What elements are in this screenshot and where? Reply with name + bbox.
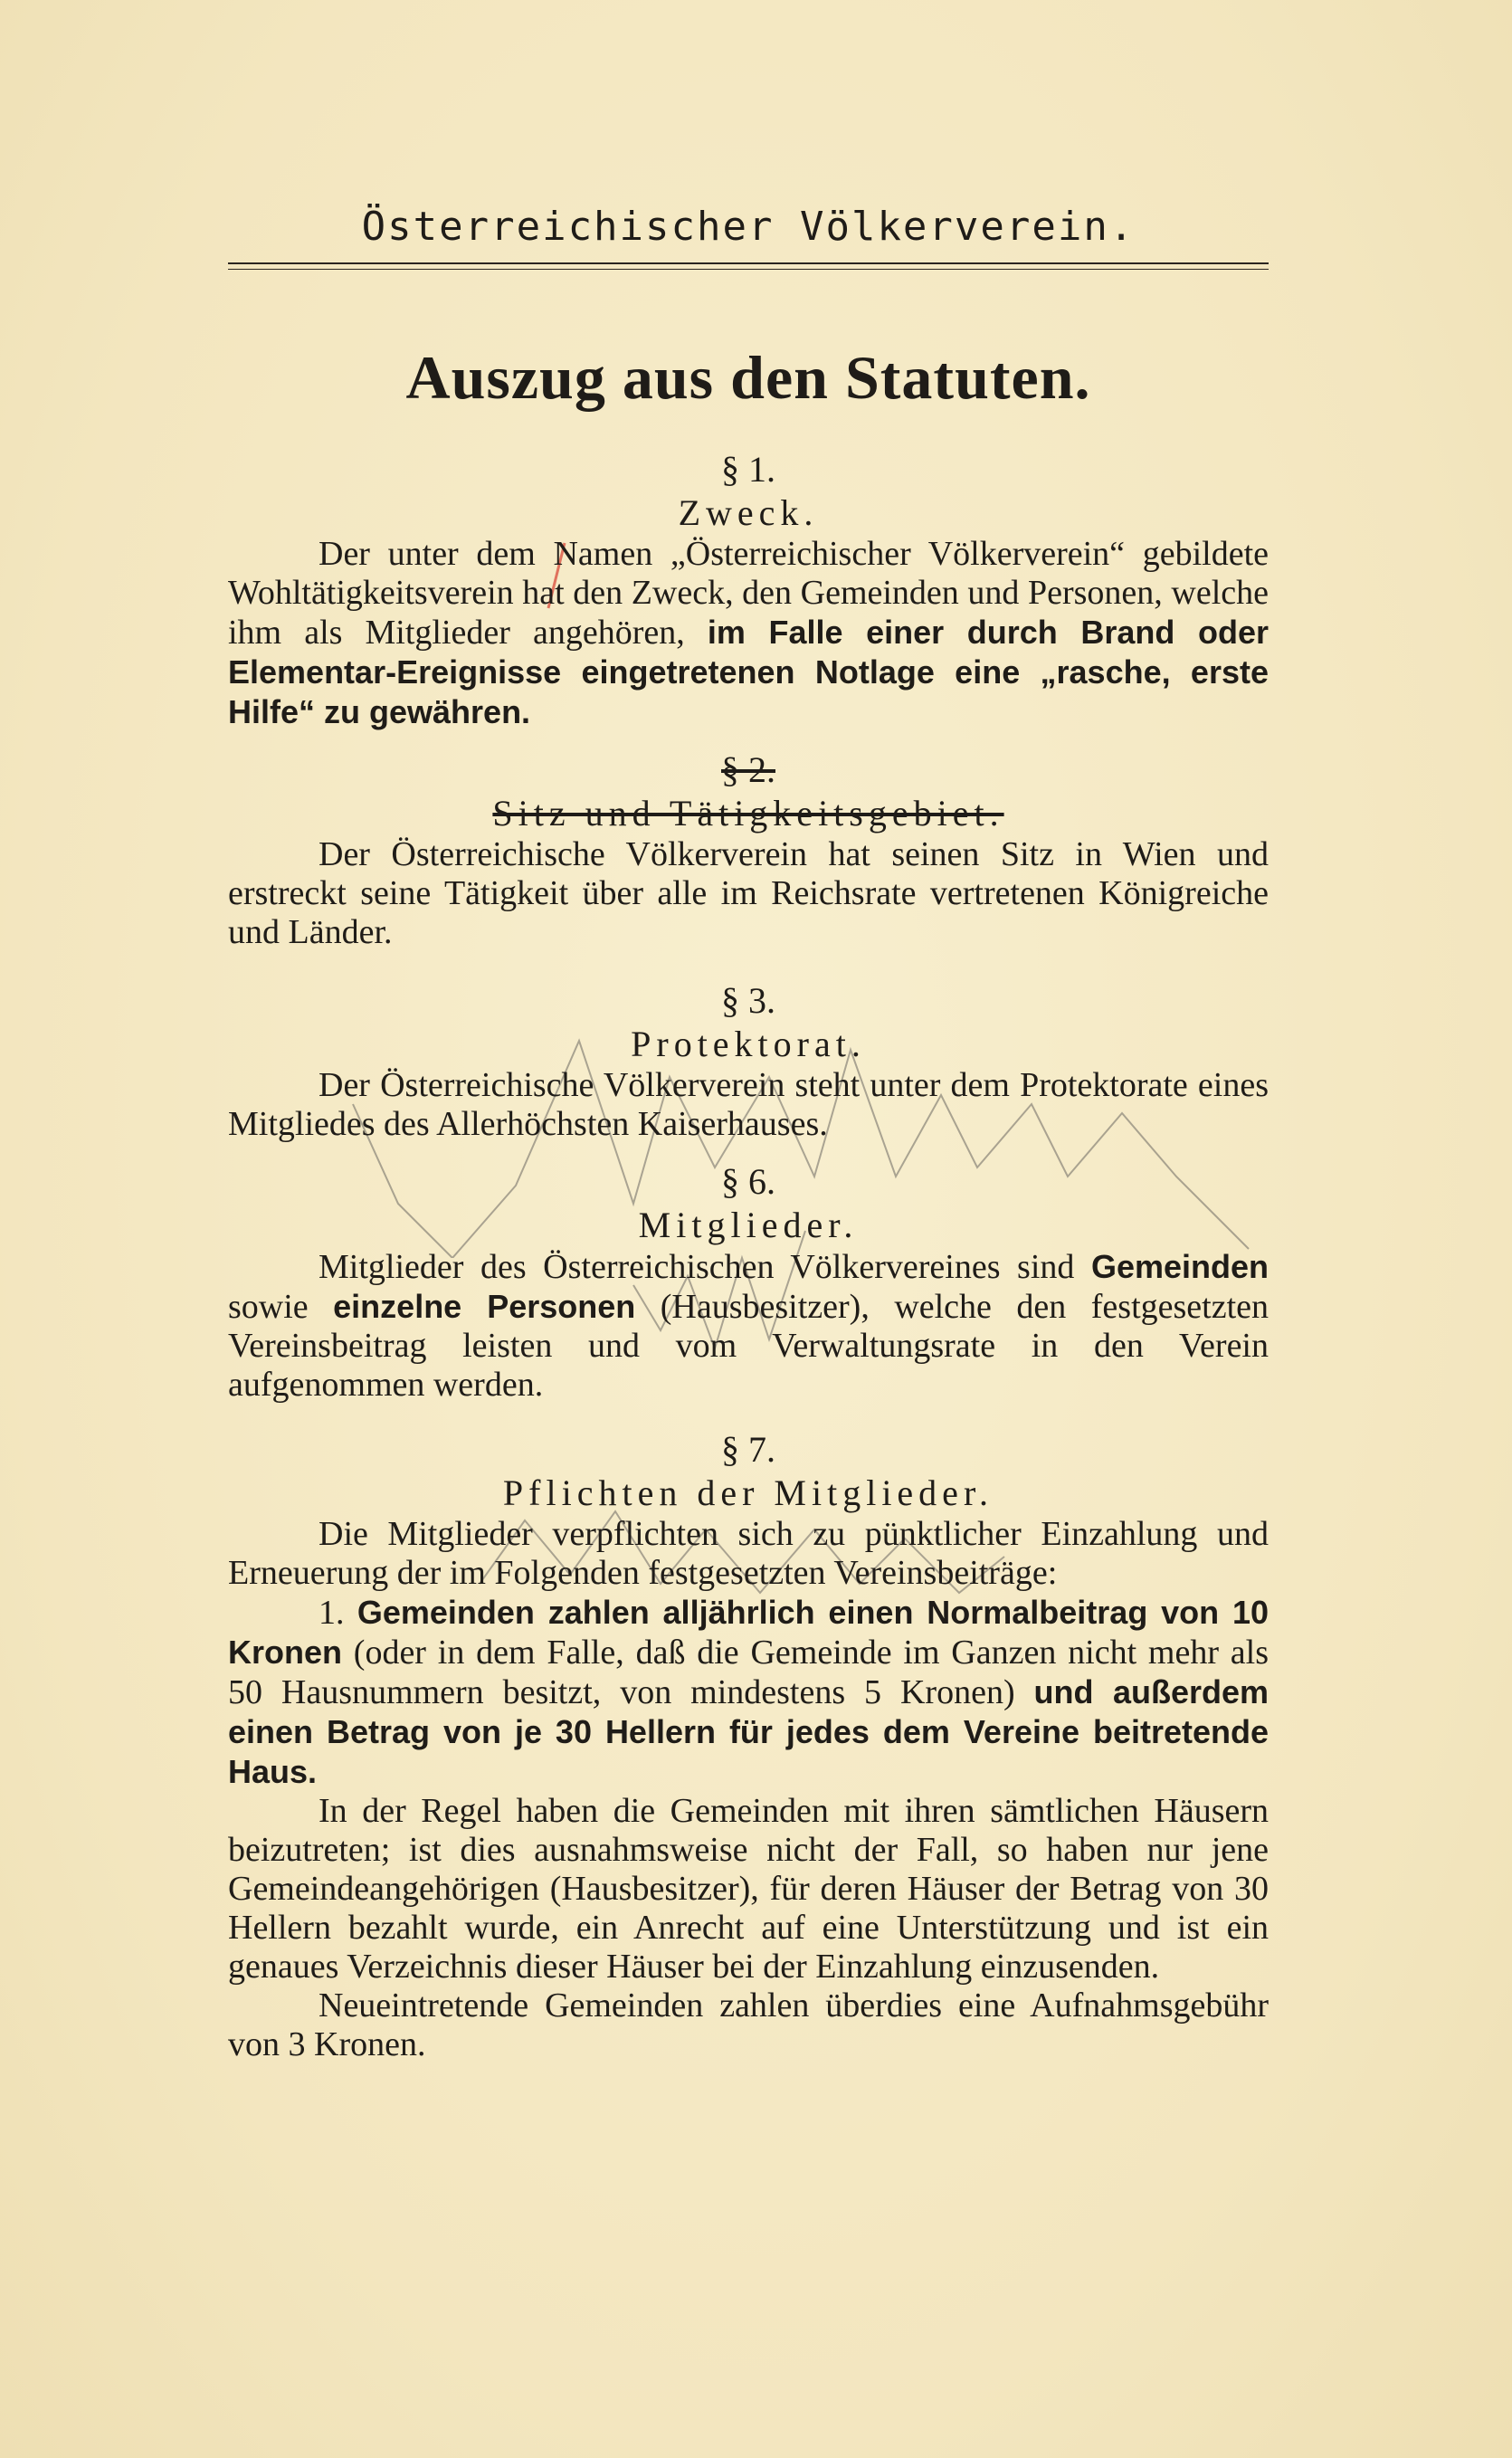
letterhead: Österreichischer Völkerverein. <box>361 204 1136 250</box>
document-content <box>228 201 1269 2081</box>
section-text-item-1: 1. Gemeinden zahlen alljährlich einen Normalbeitrag von 10 Kronen (oder in dem Falle, daß die Gemeinde im Ganzen nicht mehr als 50 Hausnummern besitzt, von mindestens 5 Kronen) und außerdem einen Betrag von je 30 Hellern für jedes dem Vereine beitretende Haus. <box>228 1594 1270 1790</box>
section-text: Der Österreichische Völkerverein steht unter dem Protektorate eines Mitgliedes des Allerhöchsten Kaiserhauses. <box>228 1066 1269 1143</box>
section-number: § 3. <box>721 980 775 1021</box>
section-heading: Protektorat. <box>631 1024 866 1064</box>
section-heading: Sitz und Tätigkeitsgebiet. <box>492 793 1004 834</box>
section-number: § 2. <box>721 749 775 790</box>
section-3 <box>228 979 1269 1144</box>
section-text: In der Regel haben die Gemeinden mit ihren sämtlichen Häusern beizutreten; ist dies ausnahmsweise nicht der Fall, so haben nur jene Gemeindeangehörigen (Hausbesitzer), für deren Häuser der Betrag von 30 Hellern bezahlt wurde, ein Anrecht auf eine Unterstützung und ist ein genaues Verzeichnis dieser Häuser bei der Einzahlung einzusenden. <box>228 1792 1269 1986</box>
document-title: Auszug aus den Statuten. <box>405 343 1091 412</box>
section-1 <box>228 448 1269 732</box>
section-text: Der unter dem Namen „Österreichischer Völkerverein“ gebildete Wohltätigkeitsverein hat den Zweck, den Gemeinden und Personen, welche ihm als Mitglieder angehören, im Falle einer durch Brand oder Elementar-Ereignisse eingetretenen Notlage eine „rasche, erste Hilfe“ zu gewähren. <box>228 535 1269 730</box>
section-number: § 6. <box>721 1161 775 1202</box>
section-text: Mitglieder des Österreichischen Völkervereines sind Gemeinden sowie einzelne Personen (Hausbesitzer), welche den festgesetzten Vereinsbeitrag leisten und vom Verwaltungsrate in den Verein aufgenommen werden. <box>228 1248 1270 1404</box>
section-6 <box>228 1160 1269 1405</box>
section-number: § 1. <box>721 449 775 490</box>
section-text: Die Mitglieder verpflichten sich zu pünktlicher Einzahlung und Erneuerung der im Folgenden festgesetzten Vereinsbeiträge: <box>228 1515 1269 1592</box>
section-heading: Pflichten der Mitglieder. <box>502 1472 994 1513</box>
section-2 <box>228 748 1269 952</box>
header-rule <box>228 262 1269 264</box>
section-text: Neueintretende Gemeinden zahlen überdies eine Aufnahmsgebühr von 3 Kronen. <box>228 1986 1269 2063</box>
section-heading: Zweck. <box>678 492 819 533</box>
section-text: Der Österreichische Völkerverein hat seinen Sitz in Wien und erstreckt seine Tätigkeit über alle im Reichsrate vertretenen Königreiche und Länder. <box>228 835 1269 951</box>
section-7 <box>228 1428 1269 2064</box>
section-heading: Mitglieder. <box>638 1205 859 1245</box>
header-rule-secondary <box>228 269 1269 270</box>
section-number: § 7. <box>721 1429 775 1470</box>
